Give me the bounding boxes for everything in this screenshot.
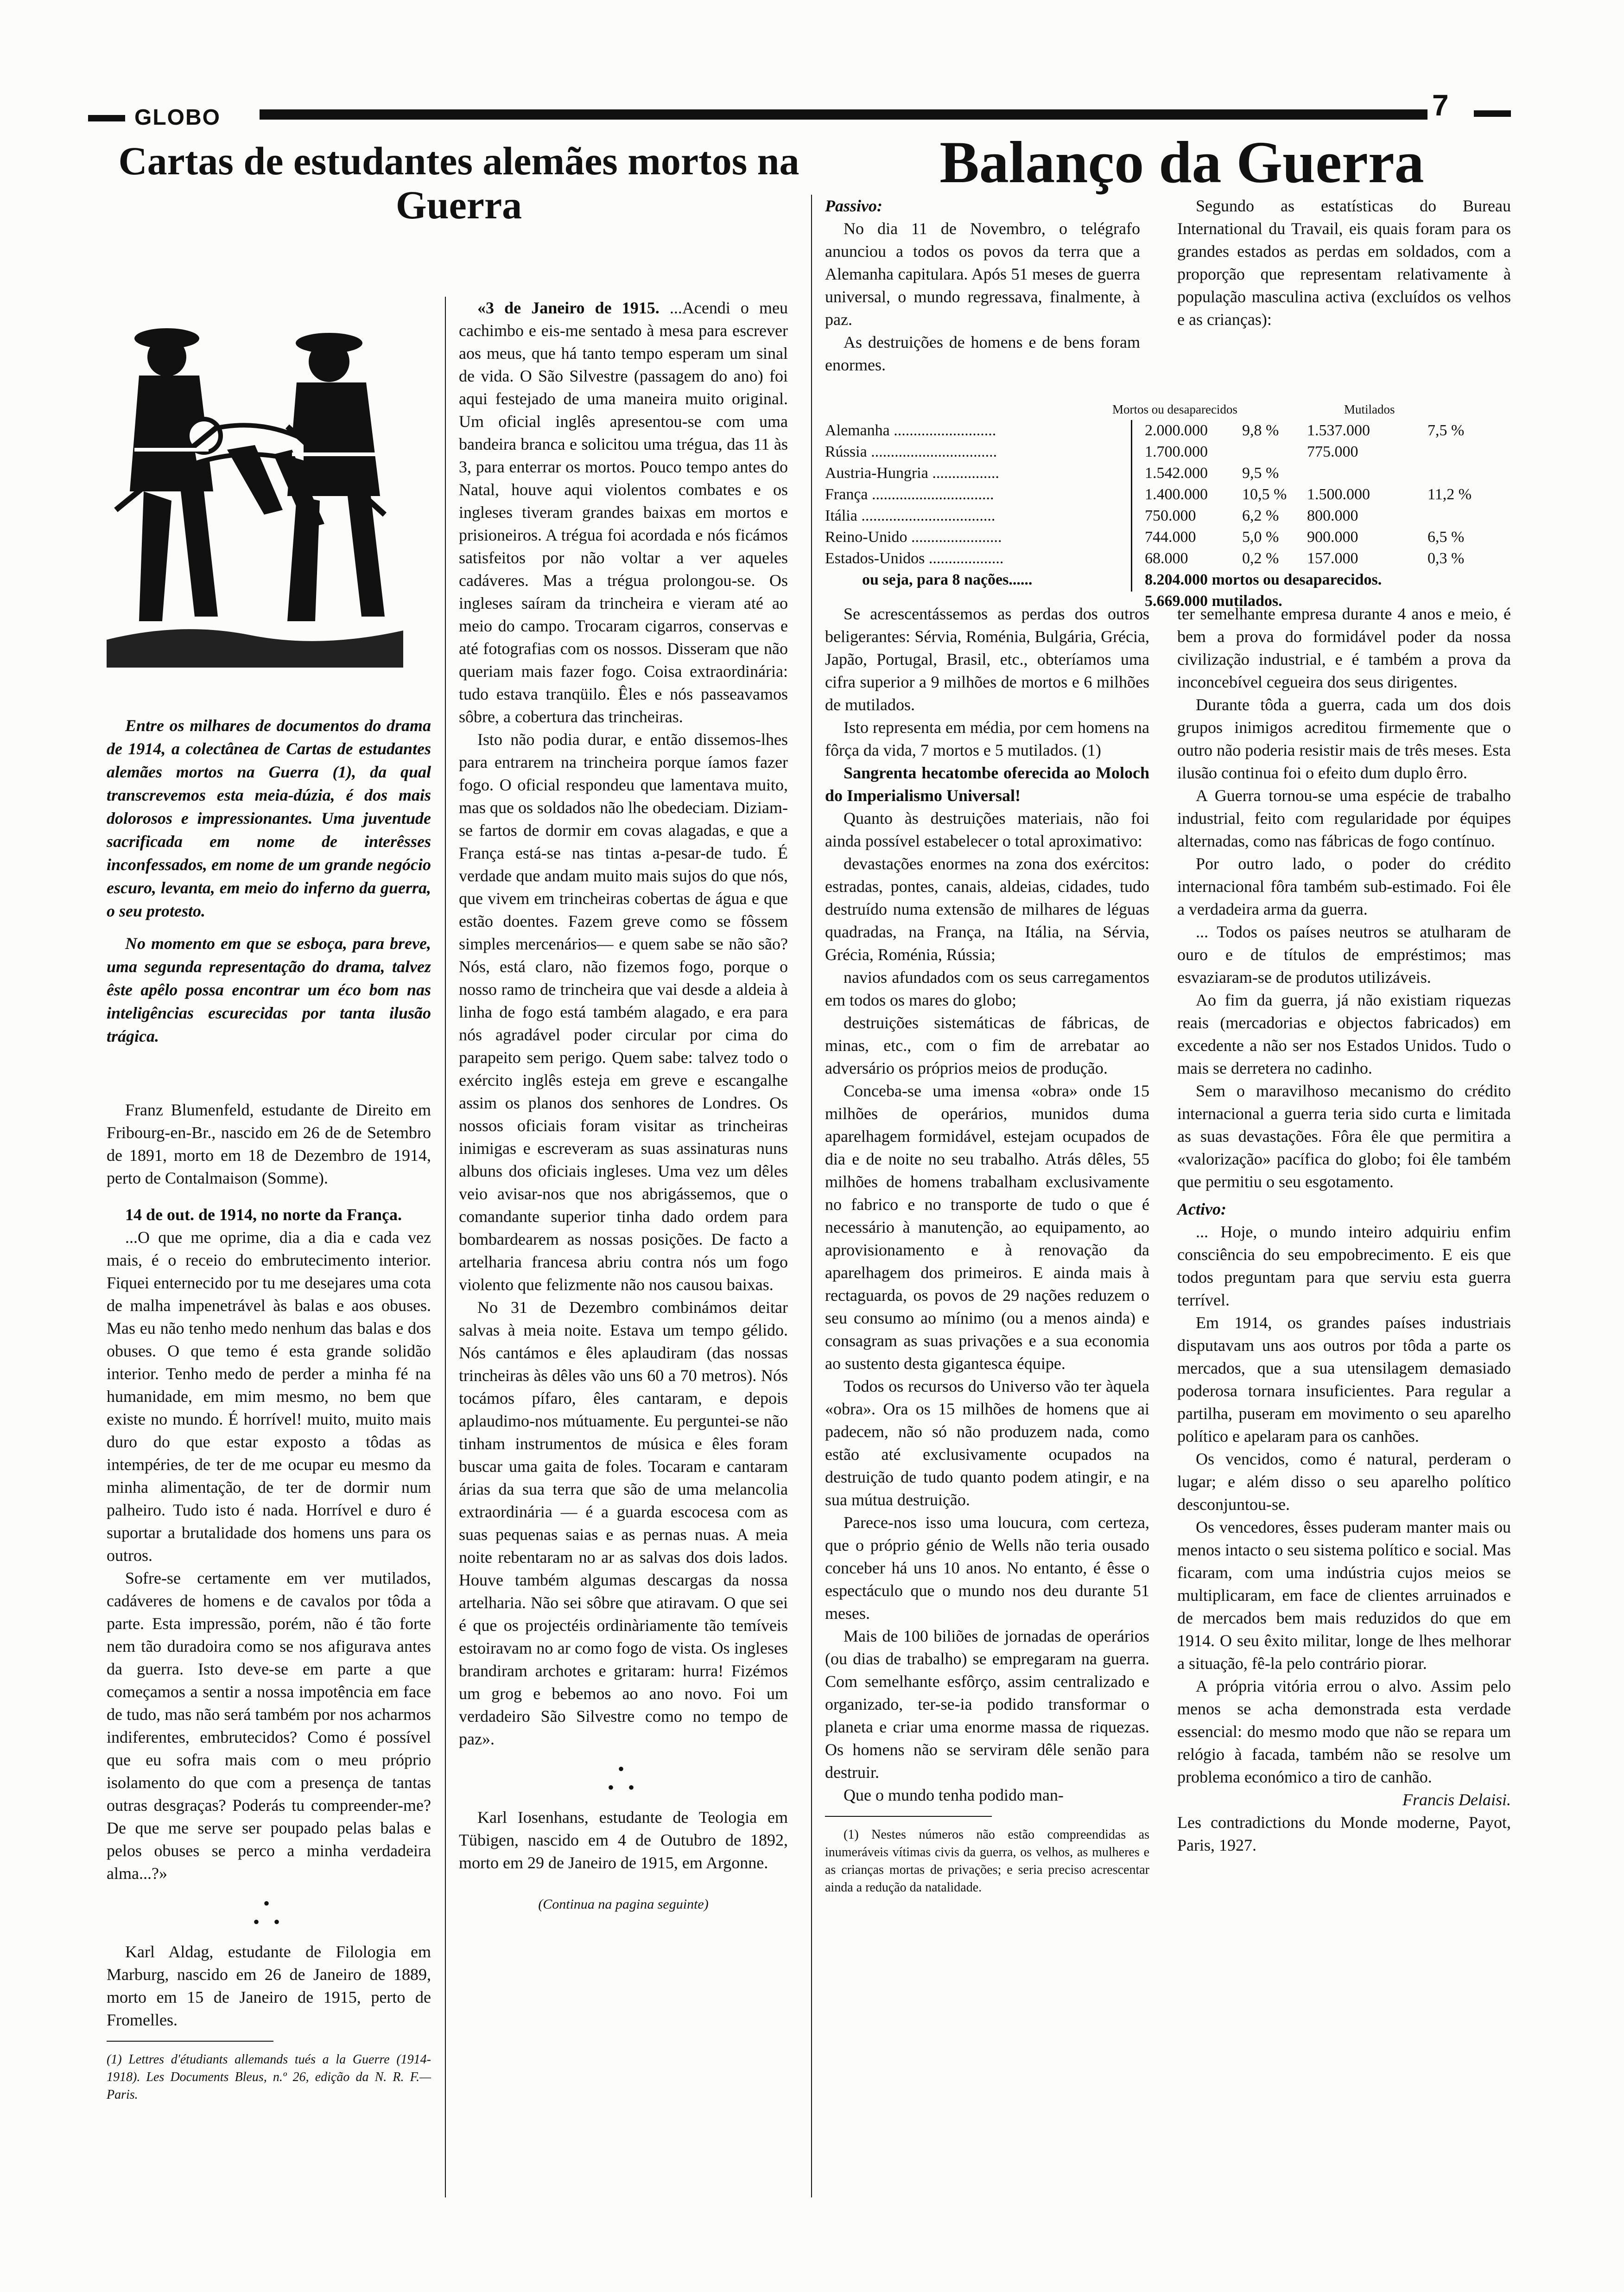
- footnote-rule: [825, 1816, 992, 1817]
- table-total-row: [825, 569, 1455, 591]
- source-citation: Les contradictions du Monde moderne, Payot, Paris, 1927.: [1177, 1813, 1511, 1854]
- cell-mutilated: 800.000: [1307, 507, 1358, 524]
- cell-country: Itália ..................................: [825, 507, 996, 524]
- paragraph: Mais de 100 biliões de jornadas de operários (ou dias de trabalho) se empregaram na guerra. Com semelhante esfôrço, assim centralizado e organizado, ter-se-ia podido transformar o planeta e criar uma enorme massa de riquezas. Os homens não se serviram dêle senão para destruir.: [825, 1627, 1149, 1782]
- table-row: [825, 441, 1455, 463]
- cell-country: Estados-Unidos ...................: [825, 550, 1004, 567]
- soldiers-carrying-wounded-illustration: [88, 297, 412, 681]
- stats-intro-text: Segundo as estatísticas do Bureau International du Travail, eis quais foram para os grandes estados as perdas em soldados, com a proporção que representam relativamente à população masculina activa (excluídos os velhos e as crianças):: [1177, 197, 1511, 329]
- left-footnote: (1) Lettres d'étudiants allemands tués a la Guerre (1914-1918). Les Documents Bleus, n.º 26, edição da N. R. F.—Paris.: [107, 2052, 431, 2102]
- cell-dead: 744.000: [1145, 528, 1196, 546]
- paragraph: Sem o maravilhoso mecanismo do crédito internacional a guerra teria sido curta e limitada as suas devastações. Fôra êle que permitira a «valorização» pacífica do globo; foi êle também que permitiu o seu esgotamento.: [1177, 1082, 1511, 1191]
- table-row: [825, 505, 1455, 527]
- masthead-rule-left: [88, 115, 125, 121]
- paragraph: Todos os recursos do Universo vão ter àquela «obra». Ora os 15 milhões de homens que ai padecem, não só não produzem nada, como estão até exclusivamente ocupados na destruição de tudo quanto podem atingir, e na sua mútua destruição.: [825, 1377, 1149, 1509]
- right-footnote: (1) Nestes números não estão compreendidas as inumeráveis vítimas civis da guerra, os velhos, as mulheres e as crianças mortas de privações; e seria preciso acrescentar ainda a redução da natalidade.: [825, 1827, 1149, 1895]
- paragraph: Parece-nos isso uma loucura, com certeza, que o próprio génio de Wells não teria ousado conceber há uns 10 anos. No entanto, é êsse o espectáculo que o mundo nos deu durante 51 meses.: [825, 1513, 1149, 1623]
- paragraph: ... Todos os países neutros se atulharam de ouro e de títulos de empréstimos; mas esvaziaram-se de produtos utilizáveis.: [1177, 923, 1511, 987]
- paragraph: ... Hoje, o mundo inteiro adquiriu enfim consciência do seu empobrecimento. E eis que todos preguntam para que serviu esta guerra terrível.: [1177, 1222, 1511, 1309]
- cell-mutilated-pct: 0,3 %: [1427, 550, 1465, 567]
- paragraph: Quanto às destruições materiais, não foi ainda possível estabelecer o total aproximativo:: [825, 809, 1149, 850]
- cell-mutilated: 1.500.000: [1307, 486, 1370, 503]
- active-label: Activo:: [1177, 1200, 1226, 1218]
- total-mutilated: 5.669.000 mutilados.: [1145, 592, 1282, 610]
- letter1-paragraph: ...O que me oprime, dia a dia e cada vez mais, é o receio do embrutecimento interior. Fiquei enternecido por tu me desejares uma cota de malha impenetrável às balas e aos obuses. Mas eu não tenho medo nenhum das balas e dos obuses. O que temo é esta grande solidão interior. Tenho medo de perder a minha fé na humanidade, em mim mesmo, no bem que existe no mundo. É horrível! muito, muito mais duro do que estar exposto a tôdas as intempéries, de ter de me ocupar eu mesmo da minha alimentação, de ter de dormir num palheiro. Tudo isto é nada. Horrível e duro é suportar a brutalidade dos homens uns para os outros.: [107, 1228, 431, 1565]
- footnote-rule: [107, 2041, 273, 2042]
- column-rule: [811, 195, 812, 2197]
- section-separator: • • •: [607, 1758, 639, 1798]
- table-row: [825, 463, 1455, 484]
- letter1-date: 14 de out. de 1914, no norte da França.: [125, 1205, 402, 1224]
- cell-dead: 1.542.000: [1145, 465, 1208, 482]
- cell-country: Reino-Unido .......................: [825, 528, 1002, 546]
- passive-intro-2: As destruições de homens e de bens foram enormes.: [825, 333, 1140, 374]
- cell-mutilated: 1.537.000: [1307, 422, 1370, 439]
- cell-dead-pct: 5,0 %: [1242, 528, 1279, 546]
- paragraph: Durante tôda a guerra, cada um dos dois grupos inimigos acreditou firmemente que o outro não poderia resistir mais de três meses. Esta ilusão continua foi o efeito dum duplo êrro.: [1177, 695, 1511, 782]
- left-article-column-1: [107, 1099, 431, 2104]
- cell-dead-pct: 6,2 %: [1242, 507, 1279, 524]
- paragraph: Isto representa em média, por cem homens na fôrça da vida, 7 mortos e 5 mutilados. (1): [825, 718, 1149, 759]
- left-article-column-2: [459, 297, 788, 1916]
- table-body: [825, 420, 1472, 612]
- left-headline: Cartas de estudantes alemães mortos na Guerra: [118, 139, 799, 227]
- table-row: [825, 484, 1472, 505]
- letter2-paragraph: ...Acendi o meu cachimbo e eis-me sentado à mesa para escrever aos meus, que há tanto tempo esperam um sinal de vida. O São Silvestre (passagem do ano) foi aqui festejado de uma maneira muito original. Um oficial inglês apresentou-se com uma bandeira branca e solicitou uma trégua, das 11 às 3, para enterrar os mortos. Pouco tempo antes do Natal, houve aqui violentos combates e os ingleses tiveram grandes baixas em mortos e prisioneiros. A trégua foi acordada e nós ficámos satisfeitos por não voltar a ver aqueles cadáveres. Mas a trégua prolongou-se. Os ingleses saíram da trincheira e vieram até ao meio do campo. Trocaram cigarros, conservas e até fotografias com os nossos. Disseram que não queriam mais fazer fogo. Coisa extraordinária: tudo estava tranqüilo. Êles e nós passeavamos sôbre, a cobertura das trincheiras.: [459, 299, 788, 726]
- cell-country: França ...............................: [825, 486, 994, 503]
- right-article-column-2: [1177, 603, 1511, 1857]
- masthead-rule: [260, 109, 1427, 120]
- paragraph: Ao fim da guerra, já não existiam riquezas reais (mercadorias e objectos fabricados) em excedente a não ser nos Estados Unidos. Tudo o mais se derretera no cadinho.: [1177, 991, 1511, 1077]
- losses-table: [825, 399, 1472, 612]
- cell-dead-pct: 10,5 %: [1242, 486, 1287, 503]
- paragraph: ter semelhante empresa durante 4 anos e meio, é bem a prova do formidável poder da nossa civilização industrial, e é também a prova da inconcebível cegueira dos seus dirigentes.: [1177, 605, 1511, 691]
- paragraph: devastações enormes na zona dos exércitos: estradas, pontes, canais, aldeias, cidades, tudo destruído numa extensão de milhares de léguas quadradas, na França, na Itália, na Sérvia, Grécia, Roménia, Rússia;: [825, 854, 1149, 964]
- letter2-date-text: «3 de Janeiro de 1915.: [477, 299, 660, 317]
- passive-intro: No dia 11 de Novembro, o telégrafo anunciou a todos os povos da terra que a Alemanha capitulara. Após 51 meses de guerra universal, o mundo regressava, finalmente, à paz.: [825, 219, 1140, 329]
- passive-label: Passivo:: [825, 197, 882, 215]
- total-label: ou seja, para 8 nações......: [862, 571, 1033, 588]
- cell-dead-pct: 9,8 %: [1242, 422, 1279, 439]
- cell-mutilated: 775.000: [1307, 443, 1358, 460]
- right-headline: Balanço da Guerra: [939, 129, 1424, 195]
- column-rule: [445, 297, 446, 2197]
- left-article-intro: [107, 714, 431, 1048]
- intro-paragraph: No momento em que se esboça, para breve, uma segunda representação do drama, talvez êste apêlo possa encontrar um éco bom nas inteligências escurecidas por tanta ilusão trágica.: [107, 934, 431, 1045]
- masthead-rule-right: [1474, 110, 1511, 117]
- cell-dead: 68.000: [1145, 550, 1188, 567]
- cell-country: Rússia ................................: [825, 443, 997, 460]
- section-separator: • • •: [253, 1893, 285, 1932]
- header-mutilated: Mutilados: [1344, 402, 1395, 416]
- cell-dead: 1.700.000: [1145, 443, 1208, 460]
- total-dead: 8.204.000 mortos ou desaparecidos.: [1145, 571, 1382, 588]
- cell-mutilated-pct: 7,5 %: [1427, 422, 1465, 439]
- paragraph: A Guerra tornou-se uma espécie de trabalho industrial, feito com regularidade por équipes alternadas, como nas fábricas de fogo contínuo.: [1177, 786, 1511, 850]
- stats-intro: [1177, 195, 1511, 331]
- paragraph: navios afundados com os seus carregamentos em todos os mares do globo;: [825, 968, 1149, 1009]
- cell-mutilated-pct: 11,2 %: [1427, 486, 1472, 503]
- paragraph: Os vencidos, como é natural, perderam o lugar; e além disso o seu aparelho político desconjuntou-se.: [1177, 1450, 1511, 1514]
- cell-dead: 750.000: [1145, 507, 1196, 524]
- intro-paragraph: Entre os milhares de documentos do drama de 1914, a colectânea de Cartas de estudantes alemães mortos na Guerra (1), da qual transcrevemos esta meia-dúzia, é dos mais dolorosos e impressionantes. Uma juventude sacrificada em nome de interêsses inconfessados, em nome de um grande negócio escuro, levanta, em meio do inferno da guerra, o seu protesto.: [107, 716, 431, 920]
- table-header: [825, 399, 1455, 420]
- cell-mutilated: 157.000: [1307, 550, 1358, 567]
- paragraph: Por outro lado, o poder do crédito internacional fôra também sub-estimado. Foi êle a verdadeira arma da guerra.: [1177, 854, 1511, 918]
- publication-name: GLOBO: [134, 105, 221, 130]
- paragraph: Que o mundo tenha podido man-: [844, 1786, 1064, 1804]
- cell-mutilated: 900.000: [1307, 528, 1358, 546]
- letter3-bio: Karl Iosenhans, estudante de Teologia em Tübigen, nascido em 4 de Outubro de 1892, morto em 29 de Janeiro de 1915, em Argonne.: [459, 1808, 788, 1872]
- paragraph: Em 1914, os grandes países industriais disputavam uns aos outros por tôda a parte os mercados, que a sua utensilagem demasiado poderosa tornara insuficientes. Para regular a partilha, puseram em movimento o seu aparelho político e apelaram para os canhões.: [1177, 1313, 1511, 1445]
- cell-dead: 1.400.000: [1145, 486, 1208, 503]
- paragraph: Sangrenta hecatombe oferecida ao Moloch do Imperialismo Universal!: [825, 764, 1149, 805]
- cell-dead-pct: 0,2 %: [1242, 550, 1279, 567]
- letter1-bio: Franz Blumenfeld, estudante de Direito em Fribourg-en-Br., nascido em 26 de de Setembro de 1891, morto em 18 de Dezembro de 1914, perto de Contalmaison (Somme).: [107, 1101, 431, 1187]
- letter2-paragraph: Isto não podia durar, e então dissemos-lhes para entrarem na trincheira porque íamos fazer fogo. O oficial respondeu que lamentava muito, mas que os soldados não lhe obedeciam. Diziam-se fartos de dormir em covas alagadas, e que a França está-se nas tintas a-pesar-de tudo. É verdade que andam muito mais sujos do que nós, que vivem em trincheiras cobertas de água e que estão doentes. Fazem greve como se fôssem simples mercenários— e quem sabe se não são? Nós, está claro, não fizemos fogo, porque o nosso ramo de trincheira que vai desde a aldeia à linha de fogo está também alagado, e era para nós agradável poder circular por cima do parapeito sem perigo. Quem sabe: talvez todo o exército inglês esteja em greve e escangalhe assim os planos dos senhores de Londres. Os nossos oficiais foram visitar as trincheiras inimigas e escreveram as suas assinaturas nuns albuns dos oficiais ingleses. Uma vez um dêles veio avisar-nos que nos abrigássemos, que o comandante superior tinha dado ordem para bombardearem as nossas posições. De facto a artelharia francesa abriu contra nós um fogo violento que felizmente não nos causou baixas.: [459, 730, 788, 1294]
- passive-section: [825, 195, 1140, 376]
- cell-country: Alemanha ..........................: [825, 422, 996, 439]
- cell-dead: 2.000.000: [1145, 422, 1208, 439]
- paragraph: Conceba-se uma imensa «obra» onde 15 milhões de operários, munidos duma aparelhagem formidável, estejam ocupados de dia e de noite no seu trabalho. Atrás dêles, 55 milhões de homens trabalham exclusivamente no fabrico e no transporte de tudo o que é necessário à manutenção, ao equipamento, ao aprovisionamento e à renovação da aparelhagem dos primeiros. E ainda mais à rectaguarda, os povos de 29 nações reduzem o seu consumo ao mínimo (ou a menos ainda) e consagram as suas privações e a sua economia ao sustento desta gigantesca équipe.: [825, 1082, 1149, 1373]
- right-article-column-1: [825, 603, 1149, 1897]
- page-number: 7: [1432, 89, 1449, 122]
- letter1-paragraph: Sofre-se certamente em ver mutilados, cadáveres de homens e de cavalos por tôda a parte. Esta impressão, porém, não é tão forte nem tão duradoira como se nos afigurava antes da guerra. Isto deve-se em parte a que começamos a sentir a nossa impotência em face de tudo, mas não será também por nos acharmos indiferentes, embrutecidos? Como é possível que eu sofra mais com o meu próprio isolamento do que com a presença de tantas outras desgraças? Poderás tu compreender-me? De que me serve ser poupado pelas balas e pelos obuses se perco a minha verdadeira alma...?»: [107, 1569, 431, 1883]
- cell-dead-pct: 9,5 %: [1242, 465, 1279, 482]
- table-row: [825, 548, 1465, 569]
- table-row: [825, 527, 1465, 548]
- table-row: [825, 420, 1465, 441]
- cell-mutilated-pct: 6,5 %: [1427, 528, 1465, 546]
- paragraph: destruições sistemáticas de fábricas, de minas, etc., com o fim de arrebatar ao adversário os próprios meios de produção.: [825, 1013, 1149, 1077]
- letter2-paragraph: No 31 de Dezembro combinámos deitar salvas à meia noite. Estava um tempo gélido. Nós cantámos e êles aplaudiram (das nossas trincheiras às dêles vão uns 60 a 70 metros). Nós tocámos pífaro, êles cantaram, e depois aplaudimo-nos mútuamente. Eu perguntei-se não tinham instrumentos de música e êles foram buscar uma gaita de foles. Tocaram e cantaram árias da sua terra que são de uma melancolia extraordinária — é a guarda escocesa com as suas pequenas saias e as pernas nuas. A meia noite rebentaram no ar as salvas dos dois lados. Houve também algumas descargas da nossa artelharia. Não sei sôbre que atiravam. O que sei é que os projectéis ordinàriamente tão temíveis estoiravam no ar como fogo de vista. Os ingleses brandiram archotes e gritaram: hurra! Fizémos um grog e bebemos ao ano novo. Foi um verdadeiro São Silvestre como no tempo de paz».: [459, 1298, 788, 1748]
- letter2-date: [459, 297, 788, 728]
- letter2-bio: Karl Aldag, estudante de Filologia em Marburg, nascido em 26 de Janeiro de 1889, morto em 15 de Janeiro de 1915, perto de Fromelles.: [107, 1942, 431, 2029]
- author-signature: Francis Delaisi.: [1402, 1790, 1511, 1809]
- continued-note: (Continua na pagina seguinte): [538, 1897, 709, 1912]
- paragraph: A própria vitória errou o alvo. Assim pelo menos se acha demonstrada esta verdade essencial: do mesmo modo que não se repara um relógio à facada, também não se resolve um problema económico a tiro de canhão.: [1177, 1677, 1511, 1786]
- paragraph: Os vencedores, êsses puderam manter mais ou menos intacto o seu sistema político e social. Mas ficaram, com uma indústria cujos meios se multiplicaram, em face de clientes arruinados e de mercados bem mais reduzidos do que em 1914. O seu êxito militar, longe de lhes melhorar a situação, fê-la pelo contrário piorar.: [1177, 1518, 1511, 1673]
- paragraph: Se acrescentássemos as perdas dos outros beligerantes: Sérvia, Roménia, Bulgária, Grécia, Japão, Portugal, Brasil, etc., obteríamos uma cifra superior a 9 milhões de mortos e 6 milhões de mutilados.: [825, 605, 1149, 714]
- cell-country: Austria-Hungria .................: [825, 465, 999, 482]
- header-dead: Mortos ou desaparecidos: [1112, 402, 1237, 416]
